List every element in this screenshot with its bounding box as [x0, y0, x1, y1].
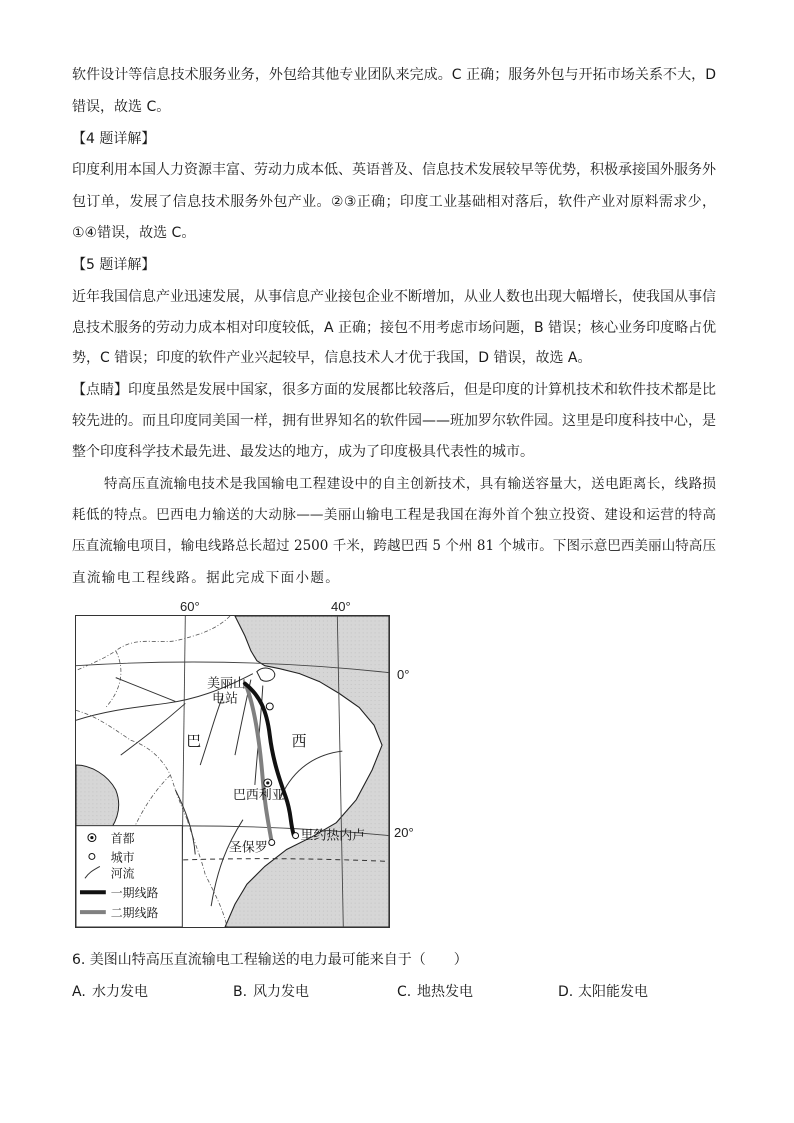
madeira-river — [121, 703, 186, 755]
legend-phase2-label: 二期线路 — [110, 906, 159, 921]
sao-francisco-river — [280, 751, 343, 800]
legend-capital-symbol — [88, 834, 96, 842]
legend-capital-label: 首都 — [110, 831, 135, 846]
tip-line: 整个印度科学技术最先进、最发达的地方，成为了印度极具代表性的城市。 — [72, 444, 534, 460]
explanation-line: 软件设计等信息技术服务业务，外包给其他专业团队来完成。C 正确；服务外包与开拓市场关系不大，D — [72, 67, 716, 83]
question-stem: 6. 美图山特高压直流输电工程输送的电力最可能来自于（ ） — [72, 952, 468, 968]
latitude-label-20: 20° — [394, 825, 414, 840]
longitude-label-40: 40° — [331, 599, 351, 614]
option-letter: C. — [397, 984, 412, 1000]
explanation-line: 近年我国信息产业迅速发展，从事信息产业接包企业不断增加，从业人数也出现大幅增长，使我国从事信 — [72, 289, 716, 305]
pacific-ocean — [76, 765, 119, 828]
phase2-route — [247, 688, 272, 843]
longitude-label-60: 60° — [180, 599, 200, 614]
capital-symbol — [264, 779, 272, 787]
section-heading: 【5 题详解】 — [72, 257, 156, 273]
tip-line: 较先进的。而且印度同美国一样，拥有世界知名的软件园——班加罗尔软件园。这里是印度科技中心，是 — [72, 413, 716, 429]
legend-city-symbol — [89, 853, 95, 859]
brazil-transmission-map — [75, 615, 390, 928]
city-symbol — [266, 703, 273, 710]
material-line: 特高压直流输电技术是我国输电工程建设中的自主创新技术，具有输送容量大，送电距离长，线路损 — [104, 476, 716, 492]
section-heading: 【4 题详解】 — [72, 131, 156, 147]
option-letter: D. — [558, 984, 574, 1000]
city-symbol-sao-paulo — [269, 840, 275, 846]
explanation-line: 势，C 错误；印度的软件产业兴起较早，信息技术人才优于我国，D 错误，故选 A。 — [72, 350, 592, 366]
tapajos-river — [200, 695, 223, 765]
parana-river — [211, 820, 243, 906]
explanation-line: 息技术服务的劳动力成本相对印度较低，A 正确；接包不用考虑市场问题，B 错误；核心业务印度略占优 — [72, 320, 716, 336]
material-line: 压直流输电项目，输电线路总长超过 2500 千米，跨越巴西 5 个州 81 个城市。下图示意巴西美丽山特高压 — [72, 538, 716, 554]
station-label-line1: 美丽山 — [207, 675, 246, 691]
option-text: 太阳能发电 — [578, 984, 648, 1000]
explanation-line: 错误，故选 C。 — [72, 99, 171, 115]
city-symbol-rio — [293, 833, 299, 839]
rio-label: 里约热内卢 — [300, 827, 366, 843]
option-c — [397, 981, 473, 1003]
legend-city-label: 城市 — [110, 850, 135, 865]
option-text: 水力发电 — [92, 984, 148, 1000]
explanation-line: ①④错误，故选 C。 — [72, 225, 196, 241]
legend-river-label: 河流 — [110, 866, 135, 881]
marajo-island — [257, 668, 275, 681]
option-text: 地热发电 — [417, 984, 473, 1000]
boundary-south — [187, 820, 227, 927]
material-line: 直流输电工程线路。据此完成下面小题。 — [72, 570, 341, 586]
negro-river — [116, 678, 176, 702]
explanation-line: 包订单，发展了信息技术服务外包产业。②③正确；印度工业基础相对落后，软件产业对原料需求少， — [72, 194, 716, 210]
option-letter: A. — [72, 984, 86, 1000]
country-label-right: 西 — [291, 734, 307, 751]
capital-label: 巴西利亚 — [232, 786, 285, 802]
material-line: 耗低的特点。巴西电力输送的大动脉——美丽山输电工程是我国在海外首个独立投资、建设和运营的特高 — [72, 507, 716, 523]
option-text: 风力发电 — [253, 984, 309, 1000]
explanation-line: 印度利用本国人力资源丰富、劳动力成本低、英语普及、信息技术发展较早等优势，积极承接国外服务外 — [72, 162, 716, 178]
map-legend — [76, 826, 182, 927]
option-a — [72, 981, 148, 1003]
option-b — [233, 981, 309, 1003]
station-label-line2: 电站 — [212, 690, 238, 706]
map-svg — [76, 616, 389, 927]
option-letter: B. — [233, 984, 248, 1000]
tip-line: 【点睛】印度虽然是发展中国家，很多方面的发展都比较落后，但是印度的计算机技术和软件技术都是比 — [72, 382, 716, 398]
boundary-bolivia-paraguay — [136, 775, 171, 825]
sao-paulo-label: 圣保罗 — [229, 839, 268, 855]
legend-phase1-label: 一期线路 — [110, 886, 159, 901]
country-label-left: 巴 — [186, 734, 202, 751]
option-d — [558, 981, 648, 1003]
latitude-label-0: 0° — [397, 667, 410, 682]
